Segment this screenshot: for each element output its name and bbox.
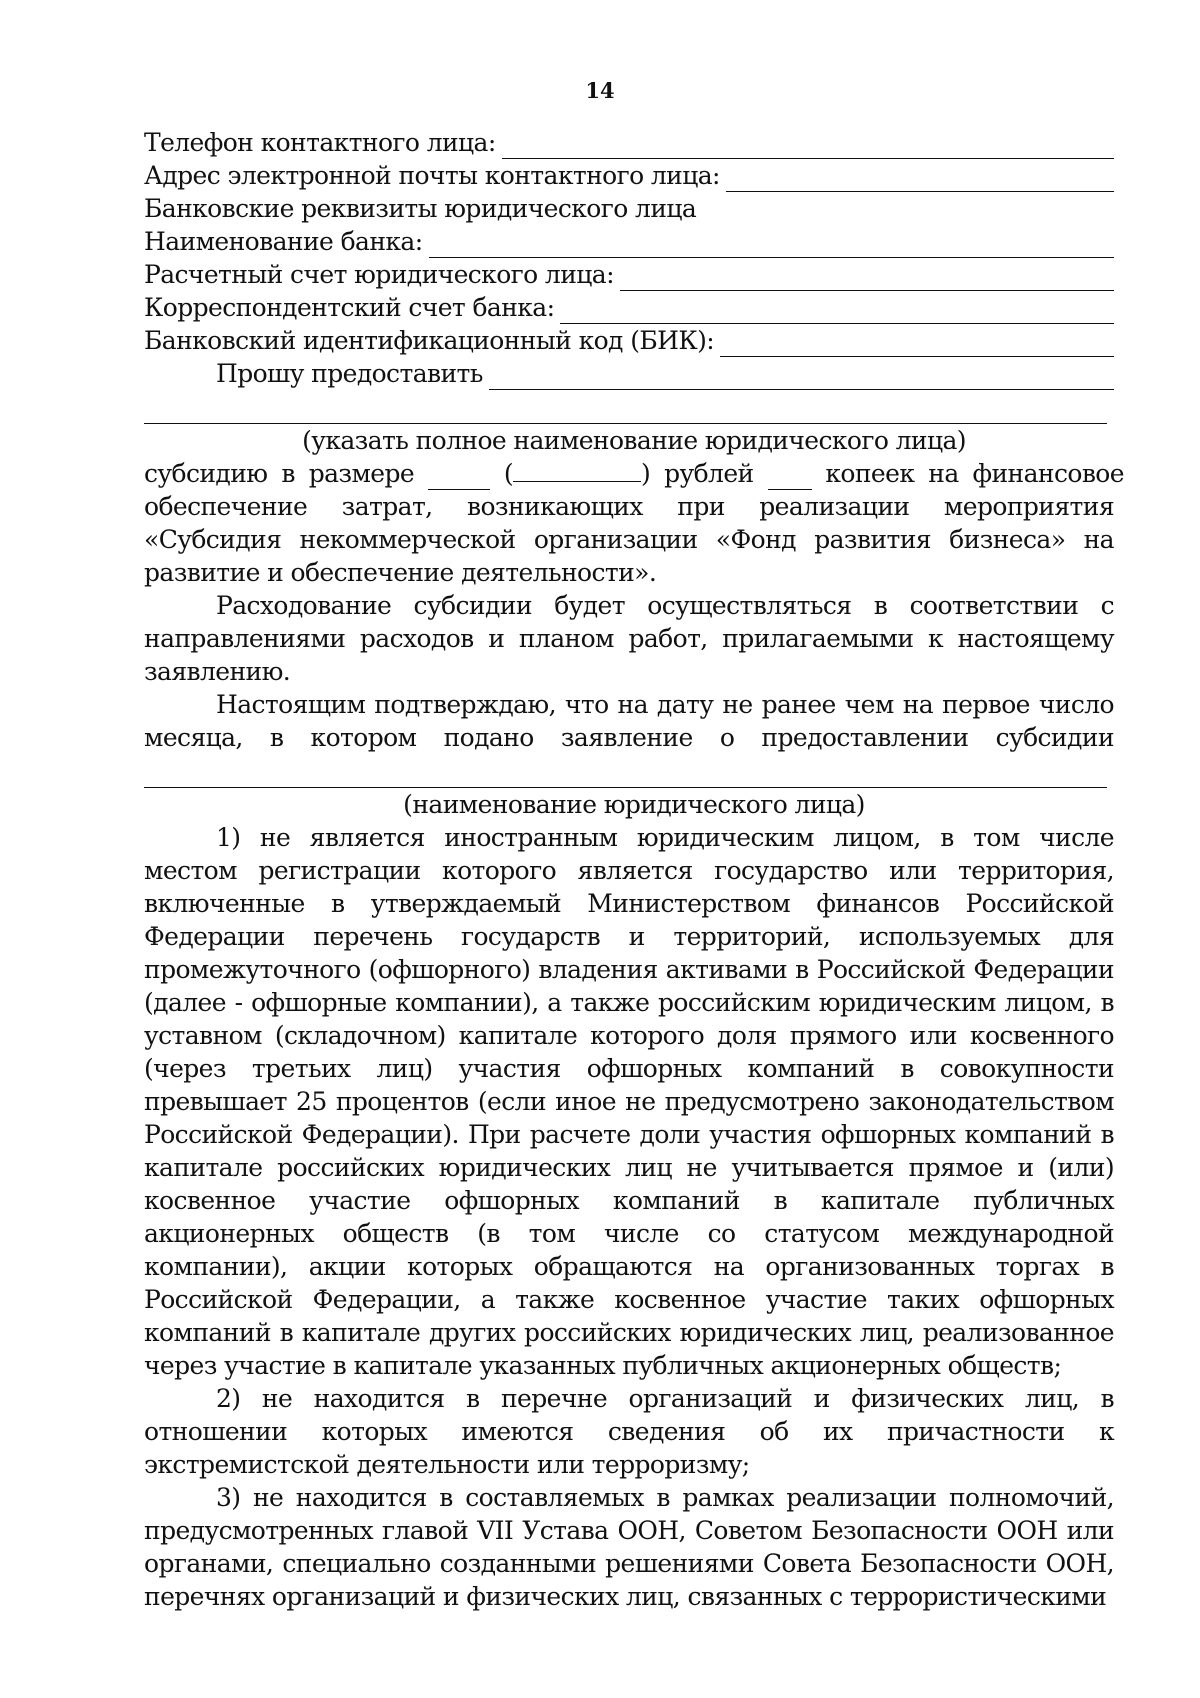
item-1-offshore: 1) не является иностранным юридическим лицом, в том числе местом регистрации которого является государство или территория, включенные в утверждаемый Министерством финансов Российской Федерации перечень государств и территорий, используемых для промежуточного (офшорного) владения активами в Российской Федерации (далее - офшорные компании), а также российским юридическим лицом, в уставном (складочном) капитале которого доля прямого или косвенного (через третьих лиц) участия офшорных компаний в совокупности превышает 25 процентов (если иное не предусмотрено законодательством Российской Федерации). При расчете доли участия офшорных компаний в капитале российских юридических лиц не учитывается прямое и (или) косвенное участие офшорных компаний в капитале публичных акционерных обществ (в том числе со статусом международной компании), акции которых обращаются на организованных торгах в Российской Федерации, а также косвенное участие таких офшорных компаний в капитале других российских юридических лиц, реализованное через участие в капитале указанных публичных акционерных обществ; xyxy=(144,823,1114,1380)
page-number: 14 xyxy=(585,78,615,103)
rubles-word: рублей xyxy=(664,459,754,488)
bank-name-label: Наименование банка: xyxy=(144,227,423,256)
subsidy-word-1: субсидию xyxy=(144,459,268,488)
subsidy-word-3: размере xyxy=(308,459,415,488)
contact-email-line xyxy=(144,159,1124,192)
confirm-word: котором xyxy=(310,723,417,752)
confirm-word: заявление xyxy=(560,723,693,752)
close-paren: ) xyxy=(641,459,651,488)
kopecks-field[interactable] xyxy=(768,465,812,490)
caption-entity: (наименование юридического лица) xyxy=(403,790,865,819)
confirm-line-2 xyxy=(144,721,1114,754)
contact-phone-label: Телефон контактного лица: xyxy=(144,128,496,157)
bank-name-field[interactable] xyxy=(429,233,1114,258)
bank-details-heading-line xyxy=(144,192,1124,225)
subsidy-word-na: на xyxy=(928,459,959,488)
subsidy-amount-words-group xyxy=(504,457,650,490)
subsidy-amount-line xyxy=(144,457,1124,490)
contact-email-field[interactable] xyxy=(726,167,1114,192)
contact-email-label: Адрес электронной почты контактного лица: xyxy=(144,161,720,190)
subsidy-amount-words-field[interactable] xyxy=(513,457,641,482)
confirm-word: в xyxy=(269,723,284,752)
request-entity-field[interactable] xyxy=(489,365,1114,390)
contact-phone-line xyxy=(144,126,1124,159)
bank-details-heading: Банковские реквизиты юридического лица xyxy=(144,194,697,223)
caption-entity-full: (указать полное наименование юридического лица) xyxy=(302,426,966,455)
confirm-word: предоставлении xyxy=(761,723,969,752)
subsidy-purpose-paragraph: обеспечение затрат, возникающих при реализации мероприятия «Субсидия некоммерческой организации «Фонд развития бизнеса» на развитие и обеспечение деятельности». xyxy=(144,492,1114,587)
confirm-line-1: Настоящим подтверждаю, что на дату не ранее чем на первое число xyxy=(216,690,1114,719)
bik-label: Банковский идентификационный код (БИК): xyxy=(144,326,715,355)
settlement-account-field[interactable] xyxy=(620,266,1114,291)
contact-phone-field[interactable] xyxy=(502,134,1114,159)
correspondent-account-label: Корреспондентский счет банка: xyxy=(144,293,555,322)
request-label: Прошу предоставить xyxy=(216,359,483,388)
spending-paragraph: Расходование субсидии будет осуществляться в соответствии с направлениями расходов и планом работ, прилагаемыми к настоящему заявлению. xyxy=(144,591,1114,686)
confirm-word: субсидии xyxy=(995,723,1114,752)
confirm-word: месяца, xyxy=(144,723,243,752)
entity-full-name-field[interactable] xyxy=(144,399,1107,424)
settlement-account-label: Расчетный счет юридического лица: xyxy=(144,260,614,289)
bik-field[interactable] xyxy=(720,332,1114,357)
bank-name-line xyxy=(144,225,1124,258)
open-paren: ( xyxy=(503,459,514,488)
correspondent-account-field[interactable] xyxy=(560,299,1114,324)
subsidy-word-financial: финансовое xyxy=(972,459,1124,488)
entity-name-field[interactable] xyxy=(144,763,1107,788)
kopecks-word: копеек xyxy=(825,459,915,488)
confirm-word: подано xyxy=(443,723,534,752)
item-3-un-lists: 3) не находится в составляемых в рамках реализации полномочий, предусмотренных главой VII Устава ООН, Советом Безопасности ООН или органами, специально созданными решениями Совета Безопасности ООН, перечнях организаций и физических лиц, связанных с террористическими xyxy=(144,1483,1114,1611)
settlement-account-line xyxy=(144,258,1124,291)
subsidy-word-2: в xyxy=(281,459,295,488)
bik-line xyxy=(144,324,1124,357)
document-body xyxy=(144,126,1124,1613)
confirm-word: о xyxy=(719,723,735,752)
correspondent-account-line xyxy=(144,291,1124,324)
item-2-extremism: 2) не находится в перечне организаций и физических лиц, в отношении которых имеются сведения об их причастности к экстремистской деятельности или терроризму; xyxy=(144,1384,1114,1479)
subsidy-amount-field[interactable] xyxy=(428,465,490,490)
request-line xyxy=(144,357,1124,390)
